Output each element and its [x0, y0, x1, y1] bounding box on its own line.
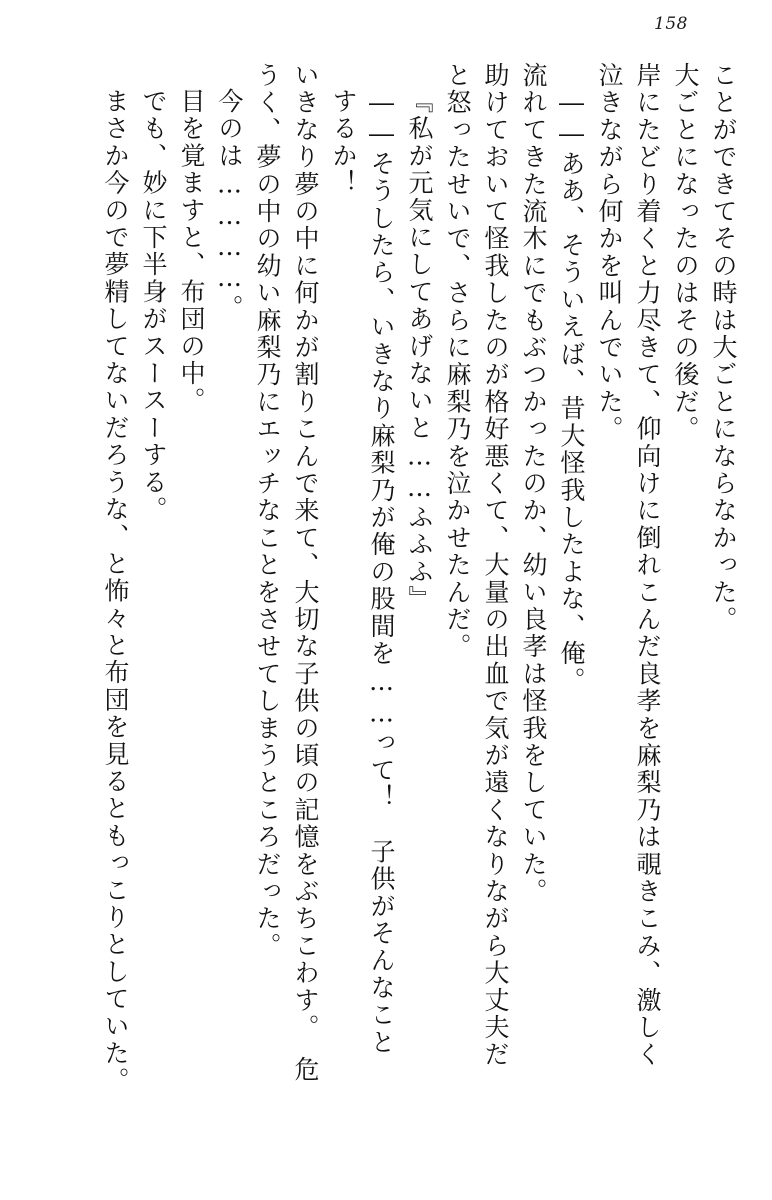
text-line: うく、夢の中の幼い麻梨乃にエッチなことをさせてしまうところだった。	[253, 62, 282, 960]
text-line: 助けておいて怪我したのが格好悪くて、大量の出血で気が遠くなりながら大丈夫だ	[481, 62, 510, 1069]
text-line: ――そうしたら、いきなり麻梨乃が俺の股間を……って！ 子供がそんなこと	[367, 88, 396, 1056]
text-line: と怒ったせいで、さらに麻梨乃を泣かせたんだ。	[443, 62, 472, 661]
text-line: いきなり夢の中に何かが割りこんで来て、大切な子供の頃の記憶をぶちこわす。 危	[291, 62, 320, 1084]
text-line: するか！	[329, 88, 358, 197]
text-line: 岸にたどり着くと力尽きて、仰向けに倒れこんだ良孝を麻梨乃は覗きこみ、激しく	[633, 62, 662, 1069]
text-line: 流れてきた流木にでもぶつかったのか、幼い良孝は怪我をしていた。	[519, 62, 548, 906]
text-line: ことができてその時は大ごとにならなかった。	[709, 62, 738, 634]
text-line: でも、妙に下半身がスースーする。	[139, 88, 168, 524]
text-line: 目を覚ますと、布団の中。	[177, 88, 206, 415]
text-line: ――ああ、そういえば、昔大怪我したよな、俺。	[557, 88, 586, 695]
page-number: 158	[654, 14, 688, 34]
text-line: 泣きながら何かを叫んでいた。	[595, 62, 624, 443]
text-line: 『私が元気にしてあげないと……ふふふ』	[405, 88, 434, 613]
text-line: 大ごとになったのはその後だ。	[671, 62, 700, 443]
text-line: まさか今ので夢精してないだろうな、と怖々と布団を見るともっこりとしていた。	[101, 88, 130, 1095]
vertical-text-body	[40, 62, 736, 1162]
text-line: 今のは…………。	[215, 88, 244, 322]
